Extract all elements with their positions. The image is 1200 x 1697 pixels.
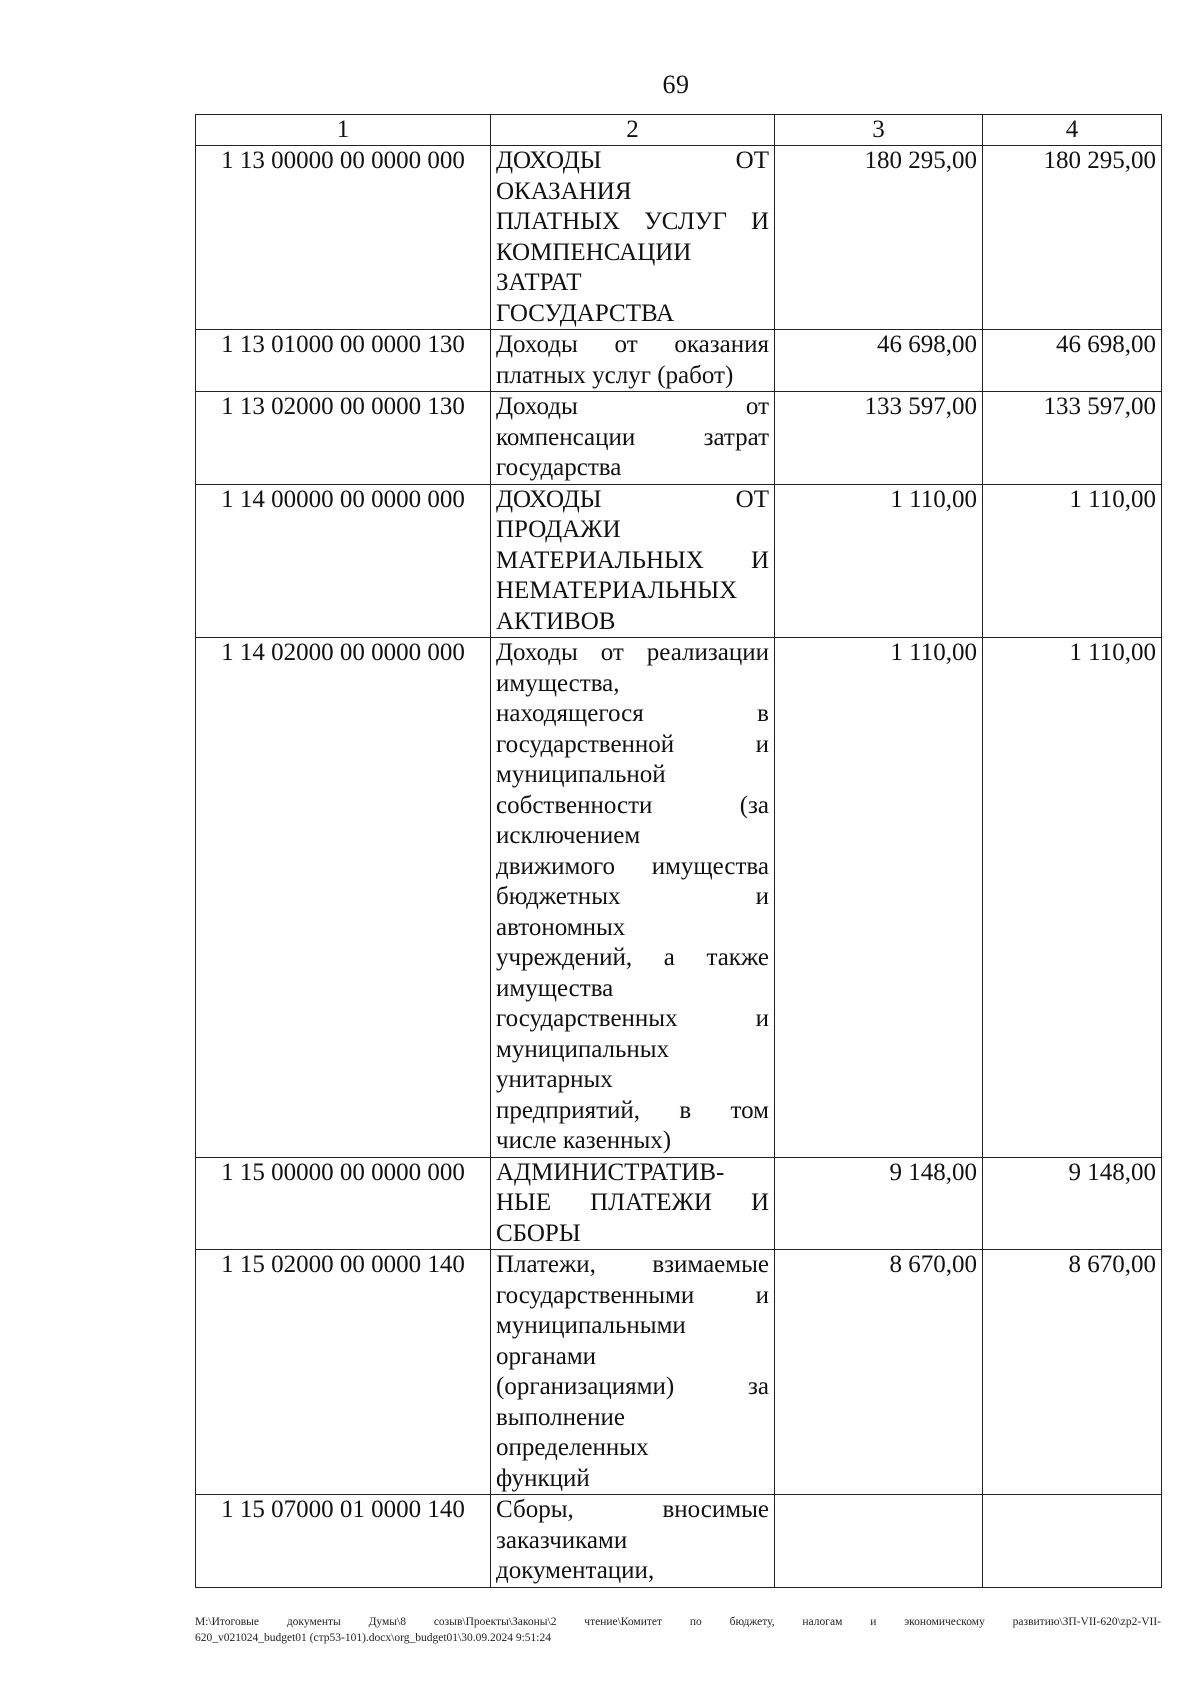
revenue-name-line: муниципальных bbox=[496, 1035, 670, 1063]
revenue-name-line: имущества bbox=[496, 974, 614, 1002]
amount-col4-cell: 1 110,00 bbox=[983, 484, 1162, 638]
revenue-name-line: предприятий, в том bbox=[496, 1096, 769, 1124]
revenue-name-line: функций bbox=[496, 1464, 590, 1492]
table-row bbox=[196, 146, 1162, 330]
amount-col4-cell: 46 698,00 bbox=[983, 330, 1162, 392]
amount-col4-cell: 1 110,00 bbox=[983, 638, 1162, 1158]
budget-code-cell: 1 14 02000 00 0000 000 bbox=[196, 638, 491, 1158]
column-header-4: 4 bbox=[983, 115, 1162, 146]
revenue-name-line: документации, bbox=[496, 1557, 655, 1584]
table-row bbox=[196, 330, 1162, 392]
revenue-name-cell bbox=[491, 330, 775, 392]
revenue-name-line: Доходы от реализации bbox=[496, 639, 769, 666]
revenue-name-line: собственности (за bbox=[496, 791, 769, 819]
revenue-name-line: НЫЕ ПЛАТЕЖИ И bbox=[496, 1189, 769, 1216]
revenue-name-line: (организациями) за bbox=[496, 1373, 769, 1400]
budget-revenue-table bbox=[195, 114, 1162, 1588]
revenue-name-line: числе казенных) bbox=[496, 1127, 672, 1154]
revenue-name-line: АДМИНИСТРАТИВ- bbox=[496, 1158, 725, 1186]
amount-col4-cell: 180 295,00 bbox=[983, 146, 1162, 330]
revenue-name-line: Доходы от bbox=[496, 393, 769, 420]
revenue-name-cell bbox=[491, 638, 775, 1158]
revenue-name-line: унитарных bbox=[496, 1066, 613, 1093]
amount-col4-cell: 9 148,00 bbox=[983, 1157, 1162, 1250]
revenue-name-line: ДОХОДЫ ОТ bbox=[496, 485, 769, 513]
budget-code-cell: 1 15 07000 01 0000 140 bbox=[196, 1495, 491, 1588]
column-number-header-row bbox=[196, 115, 1162, 146]
footer-line-2: 620_v021024_budget01 (стр53-101).docx\org_budget01\30.09.2024 9:51:24 bbox=[195, 1632, 551, 1644]
revenue-name-line: НЕМАТЕРИАЛЬНЫХ bbox=[496, 577, 738, 604]
revenue-name-line: ОКАЗАНИЯ bbox=[496, 177, 632, 205]
column-header-3: 3 bbox=[775, 115, 983, 146]
revenue-name-line: автономных bbox=[496, 913, 626, 941]
revenue-name-line: государства bbox=[496, 454, 622, 481]
revenue-name-line: компенсации затрат bbox=[496, 423, 769, 451]
footer-line-1: М:\Итоговые документы Думы\8 созыв\Проекты\Законы\2 чтение\Комитет по бюджету, налогам и экономическому развитию\ЗП-VII-620\zp2-VII- bbox=[195, 1616, 1161, 1628]
amount-col3-cell: 133 597,00 bbox=[775, 392, 983, 485]
revenue-name-line: Доходы от оказания bbox=[496, 331, 769, 358]
revenue-name-line: ГОСУДАРСТВА bbox=[496, 299, 675, 327]
revenue-name-line: движимого имущества bbox=[496, 852, 769, 880]
amount-col4-cell bbox=[983, 1495, 1162, 1588]
amount-col3-cell: 8 670,00 bbox=[775, 1250, 983, 1495]
file-path-footer bbox=[195, 1614, 1161, 1646]
column-header-2: 2 bbox=[491, 115, 775, 146]
revenue-name-line: исключением bbox=[496, 822, 641, 849]
revenue-name-line: ПЛАТНЫХ УСЛУГ И bbox=[496, 208, 769, 235]
table-row bbox=[196, 484, 1162, 638]
revenue-name-line: ПРОДАЖИ bbox=[496, 516, 621, 543]
revenue-name-line: государственных и bbox=[496, 1005, 769, 1032]
revenue-name-line: заказчиками bbox=[496, 1526, 628, 1554]
revenue-name-line: государственными и bbox=[496, 1281, 769, 1309]
revenue-name-line: платных услуг (работ) bbox=[496, 361, 734, 389]
revenue-name-line: органами bbox=[496, 1342, 597, 1370]
table-row bbox=[196, 1495, 1162, 1588]
revenue-name-line: АКТИВОВ bbox=[496, 607, 616, 635]
table-row bbox=[196, 1157, 1162, 1250]
budget-code-cell: 1 13 00000 00 0000 000 bbox=[196, 146, 491, 330]
column-header-1: 1 bbox=[196, 115, 491, 146]
revenue-name-line: муниципальной bbox=[496, 761, 666, 788]
amount-col3-cell: 46 698,00 bbox=[775, 330, 983, 392]
budget-code-cell: 1 15 00000 00 0000 000 bbox=[196, 1157, 491, 1250]
revenue-name-line: КОМПЕНСАЦИИ bbox=[496, 238, 692, 266]
revenue-name-line: государственной и bbox=[496, 730, 769, 758]
revenue-name-cell bbox=[491, 1157, 775, 1250]
revenue-name-line: ЗАТРАТ bbox=[496, 269, 582, 296]
revenue-name-cell bbox=[491, 484, 775, 638]
table-row bbox=[196, 392, 1162, 485]
revenue-name-line: муниципальными bbox=[496, 1312, 686, 1339]
budget-code-cell: 1 13 01000 00 0000 130 bbox=[196, 330, 491, 392]
revenue-name-line: имущества, bbox=[496, 669, 620, 697]
revenue-name-line: СБОРЫ bbox=[496, 1219, 581, 1247]
amount-col3-cell: 1 110,00 bbox=[775, 638, 983, 1158]
table-row bbox=[196, 1250, 1162, 1495]
amount-col3-cell: 9 148,00 bbox=[775, 1157, 983, 1250]
amount-col4-cell: 8 670,00 bbox=[983, 1250, 1162, 1495]
amount-col3-cell bbox=[775, 1495, 983, 1588]
revenue-name-cell bbox=[491, 392, 775, 485]
revenue-name-line: определенных bbox=[496, 1434, 649, 1461]
revenue-name-line: учреждений, а также bbox=[496, 944, 769, 971]
revenue-name-line: бюджетных и bbox=[496, 883, 769, 910]
revenue-name-line: находящегося в bbox=[496, 700, 769, 727]
budget-code-cell: 1 13 02000 00 0000 130 bbox=[196, 392, 491, 485]
table-body bbox=[196, 146, 1162, 1588]
budget-code-cell: 1 15 02000 00 0000 140 bbox=[196, 1250, 491, 1495]
amount-col3-cell: 180 295,00 bbox=[775, 146, 983, 330]
revenue-name-line: Сборы, вносимые bbox=[496, 1496, 769, 1523]
revenue-name-cell bbox=[491, 1495, 775, 1588]
page-number: 69 bbox=[662, 70, 690, 99]
amount-col4-cell: 133 597,00 bbox=[983, 392, 1162, 485]
revenue-name-line: МАТЕРИАЛЬНЫХ И bbox=[496, 546, 769, 574]
revenue-name-cell bbox=[491, 1250, 775, 1495]
revenue-name-line: Платежи, взимаемые bbox=[496, 1251, 769, 1278]
table-row bbox=[196, 638, 1162, 1158]
revenue-name-line: ДОХОДЫ ОТ bbox=[496, 147, 769, 174]
revenue-name-line: выполнение bbox=[496, 1403, 625, 1431]
budget-code-cell: 1 14 00000 00 0000 000 bbox=[196, 484, 491, 638]
revenue-name-cell bbox=[491, 146, 775, 330]
amount-col3-cell: 1 110,00 bbox=[775, 484, 983, 638]
